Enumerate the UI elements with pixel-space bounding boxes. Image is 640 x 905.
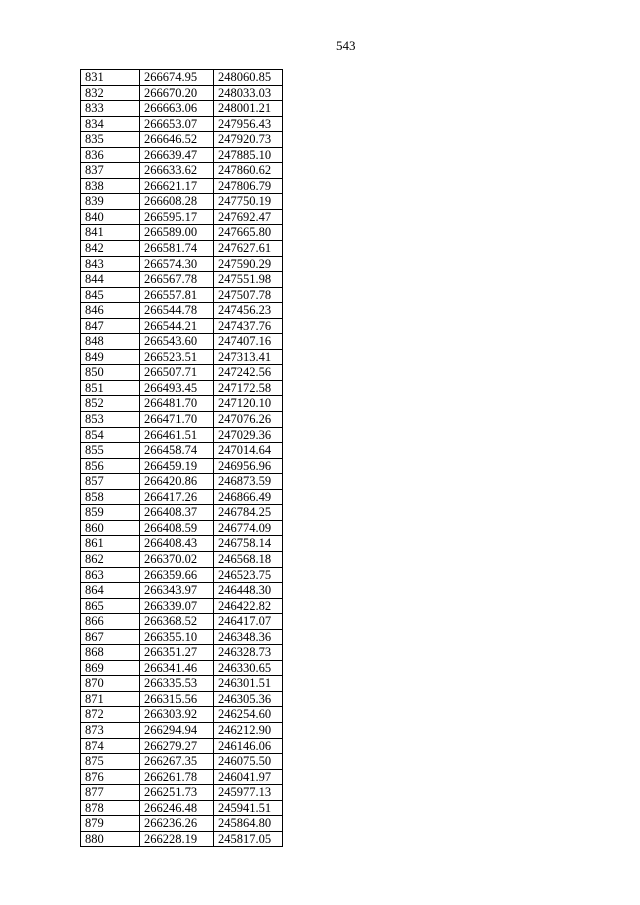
point-number-cell: 846 [81,303,140,319]
point-number-cell: 849 [81,349,140,365]
point-number-cell: 869 [81,660,140,676]
point-number-cell: 850 [81,365,140,381]
table-row [81,800,283,816]
x-coordinate-cell: 266557.81 [140,287,214,303]
point-number-cell: 857 [81,474,140,490]
x-coordinate-cell: 266471.70 [140,412,214,428]
x-coordinate-cell: 266589.00 [140,225,214,241]
y-coordinate-cell: 246568.18 [214,551,283,567]
point-number-cell: 851 [81,380,140,396]
table-row [81,831,283,847]
y-coordinate-cell: 246523.75 [214,567,283,583]
point-number-cell: 833 [81,101,140,117]
point-number-cell: 834 [81,116,140,132]
table-row [81,132,283,148]
x-coordinate-cell: 266359.66 [140,567,214,583]
y-coordinate-cell: 247806.79 [214,178,283,194]
table-row [81,598,283,614]
table-row [81,101,283,117]
x-coordinate-cell: 266581.74 [140,241,214,257]
table-row [81,474,283,490]
y-coordinate-cell: 246328.73 [214,645,283,661]
y-coordinate-cell: 247920.73 [214,132,283,148]
x-coordinate-cell: 266507.71 [140,365,214,381]
point-number-cell: 866 [81,614,140,630]
x-coordinate-cell: 266621.17 [140,178,214,194]
point-number-cell: 878 [81,800,140,816]
table-row [81,722,283,738]
table-row [81,614,283,630]
y-coordinate-cell: 247665.80 [214,225,283,241]
point-number-cell: 865 [81,598,140,614]
table-row [81,209,283,225]
table-row [81,85,283,101]
y-coordinate-cell: 245817.05 [214,831,283,847]
table-row [81,458,283,474]
x-coordinate-cell: 266335.53 [140,676,214,692]
table-row [81,225,283,241]
x-coordinate-cell: 266420.86 [140,474,214,490]
x-coordinate-cell: 266251.73 [140,785,214,801]
x-coordinate-cell: 266408.37 [140,505,214,521]
x-coordinate-cell: 266228.19 [140,831,214,847]
point-number-cell: 879 [81,816,140,832]
y-coordinate-cell: 246866.49 [214,489,283,505]
table-row [81,536,283,552]
table-row [81,303,283,319]
table-row [81,241,283,257]
table-row [81,505,283,521]
y-coordinate-cell: 247590.29 [214,256,283,272]
point-number-cell: 867 [81,629,140,645]
x-coordinate-cell: 266595.17 [140,209,214,225]
y-coordinate-cell: 246041.97 [214,769,283,785]
y-coordinate-cell: 247437.76 [214,318,283,334]
point-number-cell: 842 [81,241,140,257]
x-coordinate-cell: 266544.21 [140,318,214,334]
y-coordinate-cell: 247885.10 [214,147,283,163]
y-coordinate-cell: 246784.25 [214,505,283,521]
y-coordinate-cell: 246448.30 [214,583,283,599]
table-row [81,707,283,723]
y-coordinate-cell: 247029.36 [214,427,283,443]
y-coordinate-cell: 246075.50 [214,754,283,770]
x-coordinate-cell: 266261.78 [140,769,214,785]
x-coordinate-cell: 266341.46 [140,660,214,676]
y-coordinate-cell: 248033.03 [214,85,283,101]
y-coordinate-cell: 247313.41 [214,349,283,365]
y-coordinate-cell: 246330.65 [214,660,283,676]
point-number-cell: 855 [81,443,140,459]
y-coordinate-cell: 247750.19 [214,194,283,210]
x-coordinate-cell: 266639.47 [140,147,214,163]
x-coordinate-cell: 266370.02 [140,551,214,567]
point-number-cell: 852 [81,396,140,412]
y-coordinate-cell: 247860.62 [214,163,283,179]
point-number-cell: 860 [81,520,140,536]
point-number-cell: 861 [81,536,140,552]
point-number-cell: 836 [81,147,140,163]
point-number-cell: 847 [81,318,140,334]
table-row [81,785,283,801]
x-coordinate-cell: 266368.52 [140,614,214,630]
point-number-cell: 862 [81,551,140,567]
point-number-cell: 875 [81,754,140,770]
y-coordinate-cell: 247507.78 [214,287,283,303]
table-row [81,583,283,599]
x-coordinate-cell: 266315.56 [140,691,214,707]
point-number-cell: 873 [81,722,140,738]
y-coordinate-cell: 246417.07 [214,614,283,630]
y-coordinate-cell: 247627.61 [214,241,283,257]
y-coordinate-cell: 246305.36 [214,691,283,707]
x-coordinate-cell: 266567.78 [140,272,214,288]
table-row [81,318,283,334]
x-coordinate-cell: 266236.26 [140,816,214,832]
point-number-cell: 874 [81,738,140,754]
table-row [81,365,283,381]
point-number-cell: 864 [81,583,140,599]
y-coordinate-cell: 246348.36 [214,629,283,645]
table-row [81,629,283,645]
y-coordinate-cell: 245977.13 [214,785,283,801]
x-coordinate-cell: 266670.20 [140,85,214,101]
table-row [81,443,283,459]
y-coordinate-cell: 247172.58 [214,380,283,396]
x-coordinate-cell: 266246.48 [140,800,214,816]
point-number-cell: 838 [81,178,140,194]
table-row [81,427,283,443]
y-coordinate-cell: 248001.21 [214,101,283,117]
table-row [81,178,283,194]
point-number-cell: 870 [81,676,140,692]
coordinates-table [80,69,283,847]
y-coordinate-cell: 246146.06 [214,738,283,754]
x-coordinate-cell: 266459.19 [140,458,214,474]
point-number-cell: 880 [81,831,140,847]
table-row [81,116,283,132]
y-coordinate-cell: 247014.64 [214,443,283,459]
point-number-cell: 848 [81,334,140,350]
page-number: 543 [336,38,356,53]
y-coordinate-cell: 246422.82 [214,598,283,614]
point-number-cell: 841 [81,225,140,241]
table-row [81,287,283,303]
y-coordinate-cell: 246212.90 [214,722,283,738]
x-coordinate-cell: 266633.62 [140,163,214,179]
x-coordinate-cell: 266574.30 [140,256,214,272]
point-number-cell: 858 [81,489,140,505]
table-row [81,489,283,505]
point-number-cell: 856 [81,458,140,474]
y-coordinate-cell: 247242.56 [214,365,283,381]
coordinates-table-body [81,70,283,847]
table-row [81,147,283,163]
table-row [81,272,283,288]
table-row [81,163,283,179]
point-number-cell: 843 [81,256,140,272]
table-row [81,256,283,272]
point-number-cell: 876 [81,769,140,785]
x-coordinate-cell: 266481.70 [140,396,214,412]
y-coordinate-cell: 246254.60 [214,707,283,723]
point-number-cell: 840 [81,209,140,225]
x-coordinate-cell: 266351.27 [140,645,214,661]
table-row [81,380,283,396]
table-row [81,769,283,785]
x-coordinate-cell: 266646.52 [140,132,214,148]
x-coordinate-cell: 266417.26 [140,489,214,505]
table-row [81,660,283,676]
table-row [81,738,283,754]
table-row [81,567,283,583]
y-coordinate-cell: 247956.43 [214,116,283,132]
y-coordinate-cell: 246758.14 [214,536,283,552]
y-coordinate-cell: 245941.51 [214,800,283,816]
x-coordinate-cell: 266343.97 [140,583,214,599]
y-coordinate-cell: 247551.98 [214,272,283,288]
table-row [81,70,283,86]
x-coordinate-cell: 266458.74 [140,443,214,459]
y-coordinate-cell: 245864.80 [214,816,283,832]
point-number-cell: 845 [81,287,140,303]
x-coordinate-cell: 266408.59 [140,520,214,536]
y-coordinate-cell: 248060.85 [214,70,283,86]
y-coordinate-cell: 246873.59 [214,474,283,490]
point-number-cell: 835 [81,132,140,148]
y-coordinate-cell: 247076.26 [214,412,283,428]
x-coordinate-cell: 266355.10 [140,629,214,645]
table-row [81,334,283,350]
x-coordinate-cell: 266267.35 [140,754,214,770]
x-coordinate-cell: 266543.60 [140,334,214,350]
point-number-cell: 839 [81,194,140,210]
table-row [81,676,283,692]
table-row [81,349,283,365]
point-number-cell: 859 [81,505,140,521]
table-row [81,754,283,770]
x-coordinate-cell: 266653.07 [140,116,214,132]
x-coordinate-cell: 266674.95 [140,70,214,86]
x-coordinate-cell: 266408.43 [140,536,214,552]
point-number-cell: 868 [81,645,140,661]
table-row [81,520,283,536]
point-number-cell: 853 [81,412,140,428]
x-coordinate-cell: 266303.92 [140,707,214,723]
point-number-cell: 877 [81,785,140,801]
table-row [81,194,283,210]
x-coordinate-cell: 266339.07 [140,598,214,614]
y-coordinate-cell: 246301.51 [214,676,283,692]
x-coordinate-cell: 266608.28 [140,194,214,210]
table-row [81,396,283,412]
point-number-cell: 844 [81,272,140,288]
y-coordinate-cell: 246956.96 [214,458,283,474]
table-row [81,645,283,661]
point-number-cell: 872 [81,707,140,723]
x-coordinate-cell: 266663.06 [140,101,214,117]
x-coordinate-cell: 266523.51 [140,349,214,365]
x-coordinate-cell: 266461.51 [140,427,214,443]
y-coordinate-cell: 247692.47 [214,209,283,225]
table-row [81,816,283,832]
y-coordinate-cell: 246774.09 [214,520,283,536]
point-number-cell: 837 [81,163,140,179]
point-number-cell: 871 [81,691,140,707]
point-number-cell: 832 [81,85,140,101]
table-row [81,691,283,707]
y-coordinate-cell: 247407.16 [214,334,283,350]
y-coordinate-cell: 247120.10 [214,396,283,412]
x-coordinate-cell: 266279.27 [140,738,214,754]
point-number-cell: 831 [81,70,140,86]
y-coordinate-cell: 247456.23 [214,303,283,319]
x-coordinate-cell: 266493.45 [140,380,214,396]
table-row [81,412,283,428]
x-coordinate-cell: 266294.94 [140,722,214,738]
point-number-cell: 854 [81,427,140,443]
table-row [81,551,283,567]
x-coordinate-cell: 266544.78 [140,303,214,319]
point-number-cell: 863 [81,567,140,583]
